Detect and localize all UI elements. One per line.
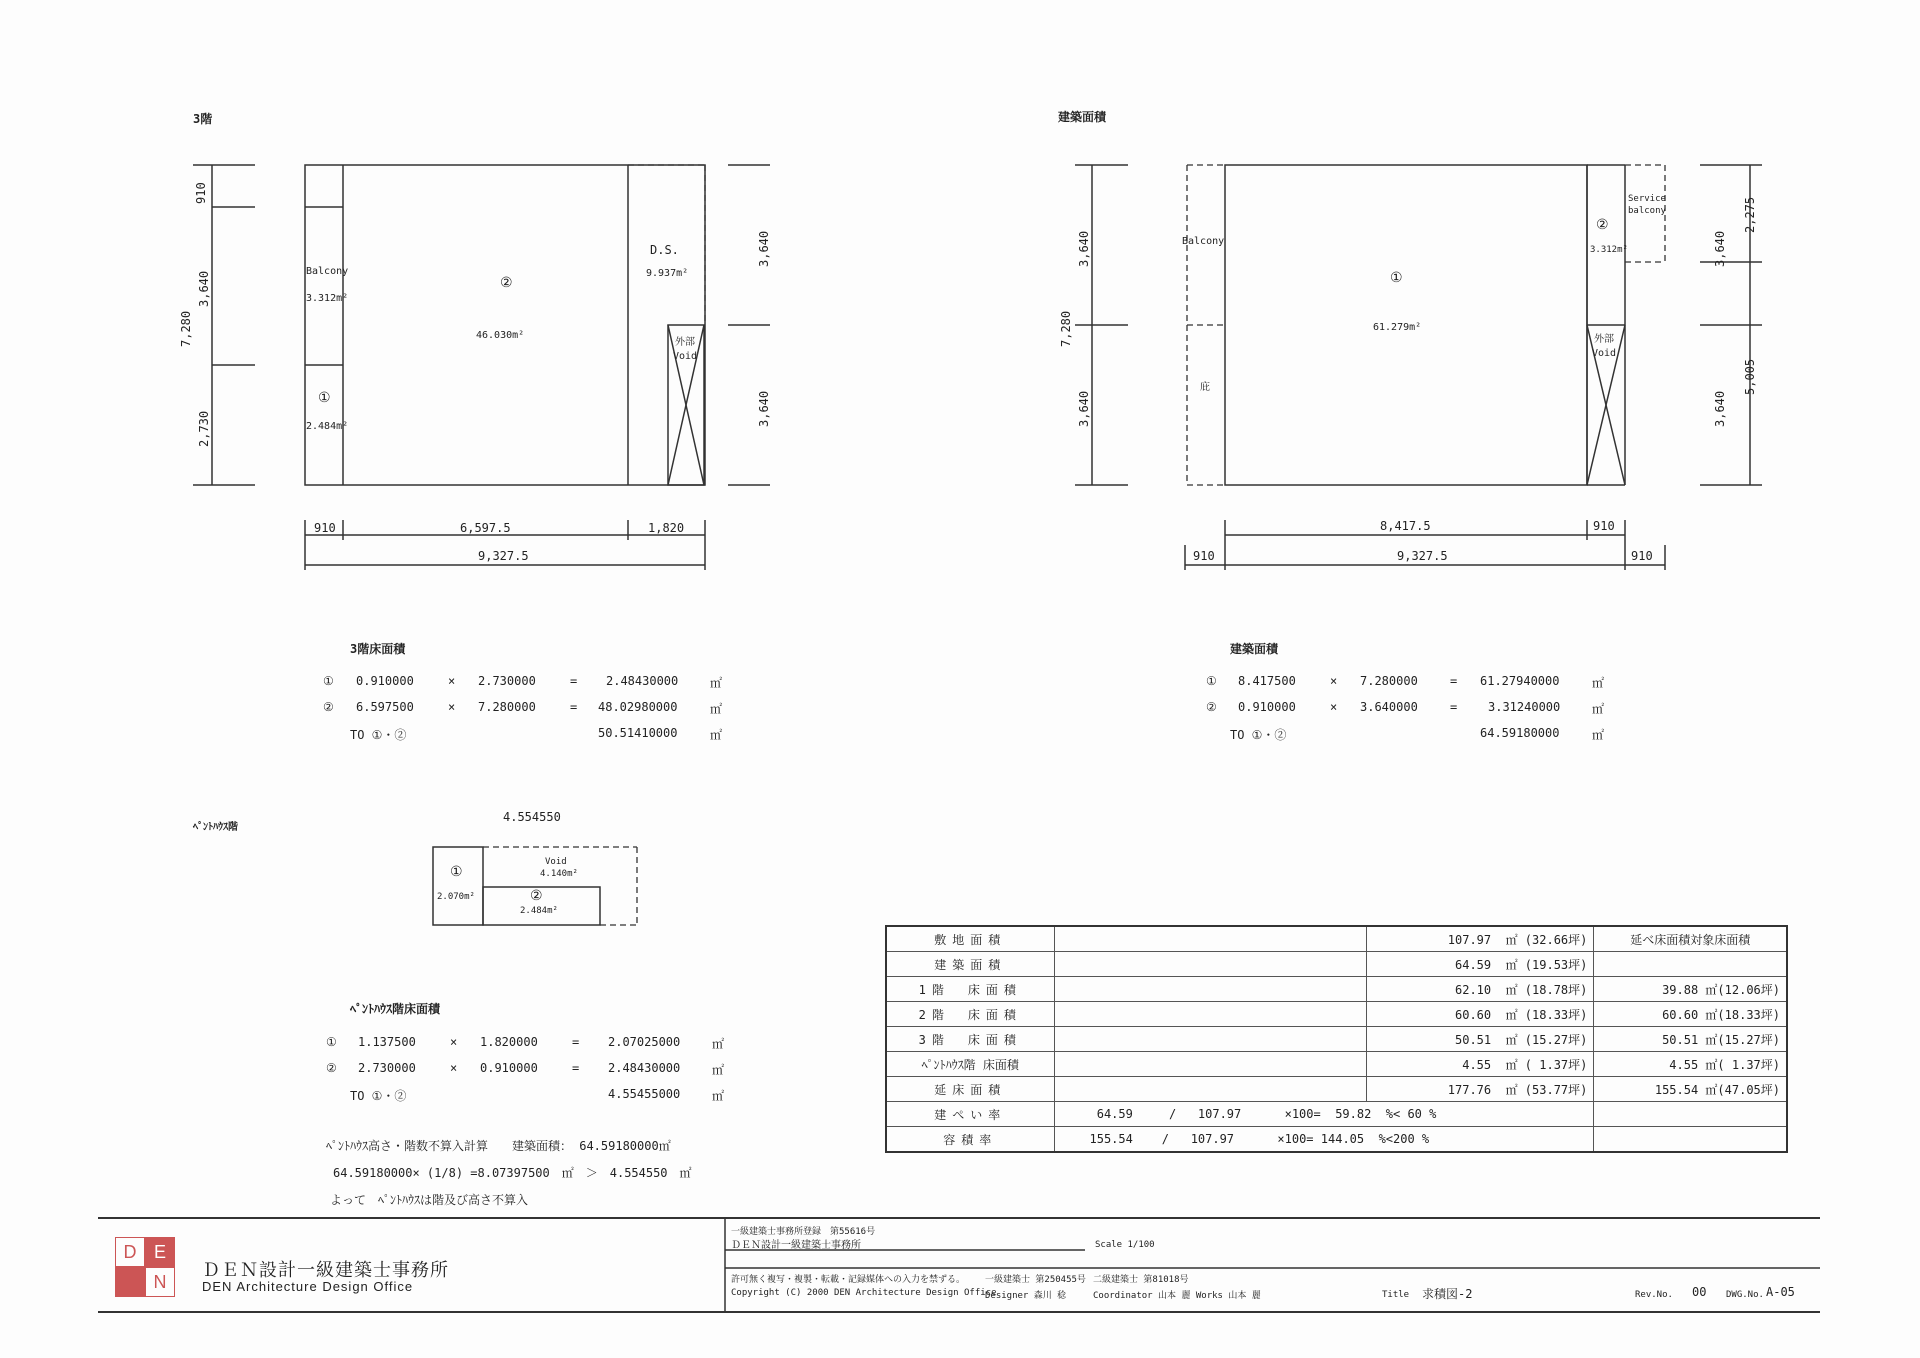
calc3-title: 3階床面積 [350, 642, 406, 656]
row-mid [1054, 952, 1366, 977]
office-name-jp: ＤＥＮ設計一級建築士事務所 [202, 1260, 449, 1280]
dim-left-2730: 2,730 [197, 410, 211, 447]
calcB-row2-b: 3.640000 [1360, 700, 1418, 714]
dim-left-3640: 3,640 [197, 270, 211, 307]
calcB-row1-u: ㎡ [1592, 676, 1605, 690]
dim-b-right-2275: 2,275 [1743, 196, 1757, 233]
calcB-row2-r: 3.31240000 [1488, 700, 1561, 714]
row-mid [1054, 1027, 1366, 1052]
calcP-row2-u: ㎡ [712, 1063, 725, 1077]
dim-b-left-3640-top: 3,640 [1077, 230, 1091, 267]
calcP-row2-a: 2.730000 [358, 1061, 416, 1075]
calcP-note3: よって ﾍﾟﾝﾄﾊｳｽは階及び高さ不算入 [330, 1193, 529, 1207]
dim-bot-1820: 1,820 [648, 521, 685, 535]
calc3-total-val: 50.51410000 [598, 726, 678, 740]
floor3-ds-label: D.S. [650, 243, 679, 257]
row-value: 4.55 ㎡ ( 1.37坪) [1366, 1052, 1594, 1077]
table-row [886, 1127, 1787, 1153]
calcP-total-val: 4.55455000 [608, 1087, 681, 1101]
penthouse-void-label: Void [545, 857, 567, 867]
ratio-calc: 64.59 / 107.97 ×100= 59.82 %< 60 % [1054, 1102, 1594, 1127]
dim-b-right-5005: 5,005 [1743, 358, 1757, 395]
logo-e: E [145, 1237, 175, 1267]
calc3-total-label: TO ①・② [350, 728, 407, 742]
floor3-area2-num: ② [500, 275, 513, 291]
building-void-label: 外部 Void [1592, 334, 1617, 359]
calc3-row1-r: 2.48430000 [606, 674, 679, 688]
row-extra [1594, 952, 1787, 977]
dim-right-3640-bot: 3,640 [757, 390, 771, 427]
tb-title-value: 求積図-2 [1422, 1287, 1473, 1301]
calc3-row2-r: 48.02980000 [598, 700, 678, 714]
floor3-balcony-area: 3.312m² [306, 293, 349, 304]
tb-rev-label: Rev.No. [1635, 1290, 1673, 1300]
dim-b-right-3640-top: 3,640 [1713, 230, 1727, 267]
building-balcony-label: Balcony [1182, 236, 1225, 247]
calc3-row2-op: × [448, 700, 456, 714]
row-header: 1階 床面積 [886, 977, 1054, 1002]
calcB-row1-eq: = [1450, 674, 1458, 688]
calcP-row1-eq: = [572, 1035, 580, 1049]
area-summary-table [885, 925, 1788, 1153]
calcB-total-val: 64.59180000 [1480, 726, 1560, 740]
tb-dwg-label: DWG.No. [1726, 1290, 1764, 1300]
penthouse-top-dim: 4.554550 [503, 810, 561, 824]
row-mid [1054, 1077, 1366, 1102]
calcB-row1-r: 61.27940000 [1480, 674, 1560, 688]
table-row [886, 952, 1787, 977]
row-extra: 延べ床面積対象床面積 [1594, 926, 1787, 952]
calcP-total-u: ㎡ [712, 1089, 725, 1103]
penthouse-area2-num: ② [530, 888, 543, 904]
calc3-row2-b: 7.280000 [478, 700, 536, 714]
dim-b-left-3640-bot: 3,640 [1077, 390, 1091, 427]
row-extra: 60.60 ㎡(18.33坪) [1594, 1002, 1787, 1027]
row-header: 建ぺい率 [886, 1102, 1054, 1127]
row-mid [1054, 977, 1366, 1002]
tb-reg1: 一級建築士事務所登録 第55616号 [731, 1227, 876, 1237]
row-extra: 50.51 ㎡(15.27坪) [1594, 1027, 1787, 1052]
penthouse-void-area: 4.140m² [540, 869, 578, 879]
row-extra: 155.54 ㎡(47.05坪) [1594, 1077, 1787, 1102]
calc3-row2-a: 6.597500 [356, 700, 414, 714]
tb-copy1: 許可無く複写・複製・転載・記録媒体への入力を禁ずる。 [731, 1275, 966, 1285]
tb-scale: Scale 1/100 [1095, 1240, 1155, 1250]
row-header: 容積率 [886, 1127, 1054, 1153]
row-header: 建築面積 [886, 952, 1054, 977]
calcB-row2-eq: = [1450, 700, 1458, 714]
ratio-calc: 155.54 / 107.97 ×100= 144.05 %<200 % [1054, 1127, 1594, 1153]
floor3-title: 3階 [193, 112, 213, 126]
calc3-row1-b: 2.730000 [478, 674, 536, 688]
tb-dwg-value: A-05 [1766, 1285, 1795, 1299]
tb-designer: Designer 森川 稔 [985, 1291, 1067, 1301]
calcP-row2-eq: = [572, 1061, 580, 1075]
calc3-row1-a: 0.910000 [356, 674, 414, 688]
row-mid [1054, 1052, 1366, 1077]
row-extra [1594, 1102, 1787, 1127]
floor3-outline [305, 165, 705, 485]
office-name-en: DEN Architecture Design Office [202, 1279, 414, 1294]
row-value: 50.51 ㎡ (15.27坪) [1366, 1027, 1594, 1052]
row-value: 60.60 ㎡ (18.33坪) [1366, 1002, 1594, 1027]
building-area1-val: 61.279m² [1373, 322, 1422, 333]
calcB-total-u: ㎡ [1592, 728, 1605, 742]
calcB-row2-n: ② [1206, 700, 1217, 714]
calcB-row1-b: 7.280000 [1360, 674, 1418, 688]
table-row [886, 977, 1787, 1002]
calcP-row1-r: 2.07025000 [608, 1035, 681, 1049]
floor3-area2-val: 46.030m² [476, 330, 525, 341]
calc3-row1-u: ㎡ [710, 676, 723, 690]
penthouse-area2-val: 2.484m² [520, 906, 558, 916]
building-title: 建築面積 [1058, 110, 1107, 124]
table-row [886, 1102, 1787, 1127]
penthouse-area1-num: ① [450, 864, 463, 880]
calcP-row2-op: × [450, 1061, 458, 1075]
floor3-balcony-label: Balcony [306, 266, 349, 277]
tb-reg2: ＤＥＮ設計一級建築士事務所 [731, 1240, 861, 1251]
dim-bot-total: 9,327.5 [478, 549, 529, 563]
logo-block [115, 1267, 145, 1297]
row-header: 敷地面積 [886, 926, 1054, 952]
row-header: 延床面積 [886, 1077, 1054, 1102]
calcP-row2-n: ② [326, 1061, 337, 1075]
calcP-total-label: TO ①・② [350, 1089, 407, 1103]
tb-designer-reg: 一級建築士 第250455号 [985, 1275, 1086, 1285]
dim-bot-6597: 6,597.5 [460, 521, 511, 535]
penthouse-title: ﾍﾟﾝﾄﾊｳｽ階 [193, 822, 238, 833]
row-extra [1594, 1127, 1787, 1153]
calcB-row1-op: × [1330, 674, 1338, 688]
calc3-row1-eq: = [570, 674, 578, 688]
building-area1-num: ① [1390, 270, 1403, 286]
row-value: 62.10 ㎡ (18.78坪) [1366, 977, 1594, 1002]
penthouse-area1-val: 2.070m² [437, 892, 475, 902]
calc3-row2-n: ② [323, 700, 334, 714]
table-row [886, 1077, 1787, 1102]
calc3-row2-u: ㎡ [710, 702, 723, 716]
calcB-total-label: TO ①・② [1230, 728, 1287, 742]
dim-b-right-3640-bot: 3,640 [1713, 390, 1727, 427]
building-eave-label: 庇 [1200, 382, 1210, 393]
row-extra: 39.88 ㎡(12.06坪) [1594, 977, 1787, 1002]
calcP-note1: ﾍﾟﾝﾄﾊｳｽ高さ・階数不算入計算 建築面積： 64.59180000㎡ [326, 1139, 671, 1153]
floor3-area1-val: 2.484m² [306, 421, 349, 432]
calcB-row2-u: ㎡ [1592, 702, 1605, 716]
calcP-row1-u: ㎡ [712, 1037, 725, 1051]
calcP-note2: 64.59180000× (1/8) =8.07397500 ㎡ ＞ 4.554550 ㎡ [333, 1166, 692, 1180]
calcP-row1-a: 1.137500 [358, 1035, 416, 1049]
calcP-row2-b: 0.910000 [480, 1061, 538, 1075]
calcP-title: ﾍﾟﾝﾄﾊｳｽ階床面積 [350, 1002, 441, 1016]
row-mid [1054, 926, 1366, 952]
logo-n: N [145, 1267, 175, 1297]
dim-bot-910: 910 [314, 521, 336, 535]
dim-left-910: 910 [194, 182, 208, 204]
table-row [886, 1052, 1787, 1077]
calcP-row1-op: × [450, 1035, 458, 1049]
calcB-row1-a: 8.417500 [1238, 674, 1296, 688]
calcP-row1-n: ① [326, 1035, 337, 1049]
row-mid [1054, 1002, 1366, 1027]
tb-rev-value: 00 [1692, 1285, 1707, 1299]
calcB-title: 建築面積 [1230, 642, 1279, 656]
calcB-row1-n: ① [1206, 674, 1217, 688]
tb-copy2: Copyright (C) 2000 DEN Architecture Design Office [731, 1288, 997, 1298]
calcP-row1-b: 1.820000 [480, 1035, 538, 1049]
dim-b-bot-910-r: 910 [1593, 519, 1615, 533]
row-header: 3階 床面積 [886, 1027, 1054, 1052]
table-row [886, 1002, 1787, 1027]
calc3-total-u: ㎡ [710, 728, 723, 742]
row-header: 2階 床面積 [886, 1002, 1054, 1027]
table-row [886, 1027, 1787, 1052]
row-value: 177.76 ㎡ (53.77坪) [1366, 1077, 1594, 1102]
dim-right-3640-top: 3,640 [757, 230, 771, 267]
tb-coord-reg: 二級建築士 第81018号 [1093, 1275, 1189, 1285]
logo-d: D [115, 1237, 145, 1267]
floor3-void-label: 外部 Void [673, 337, 698, 362]
tb-coordinator: Coordinator 山本 麗 Works 山本 麗 [1093, 1291, 1261, 1301]
tb-title-label: Title [1382, 1290, 1410, 1300]
dim-b-bot2-910-r: 910 [1631, 549, 1653, 563]
calcP-row2-r: 2.48430000 [608, 1061, 681, 1075]
dim-left-total: 7,280 [179, 310, 193, 347]
calc3-row1-n: ① [323, 674, 334, 688]
calcB-row2-a: 0.910000 [1238, 700, 1296, 714]
building-service-label: Service balcony [1628, 194, 1666, 216]
row-header: ﾍﾟﾝﾄﾊｳｽ階 床面積 [886, 1052, 1054, 1077]
calcB-row2-op: × [1330, 700, 1338, 714]
row-value: 107.97 ㎡ (32.66坪) [1366, 926, 1594, 952]
dim-b-bot2-total: 9,327.5 [1397, 549, 1448, 563]
table-row [886, 926, 1787, 952]
row-value: 64.59 ㎡ (19.53坪) [1366, 952, 1594, 977]
dim-b-bot2-910-l: 910 [1193, 549, 1215, 563]
dim-b-left-total: 7,280 [1059, 310, 1073, 347]
row-extra: 4.55 ㎡( 1.37坪) [1594, 1052, 1787, 1077]
dim-b-bot-8417: 8,417.5 [1380, 519, 1431, 533]
floor3-area1-num: ① [318, 390, 331, 406]
calc3-row1-op: × [448, 674, 456, 688]
building-area2-num: ② [1596, 217, 1609, 233]
calc3-row2-eq: = [570, 700, 578, 714]
building-area2-val: 3.312m² [1590, 245, 1628, 255]
floor3-ds-area: 9.937m² [646, 268, 689, 279]
